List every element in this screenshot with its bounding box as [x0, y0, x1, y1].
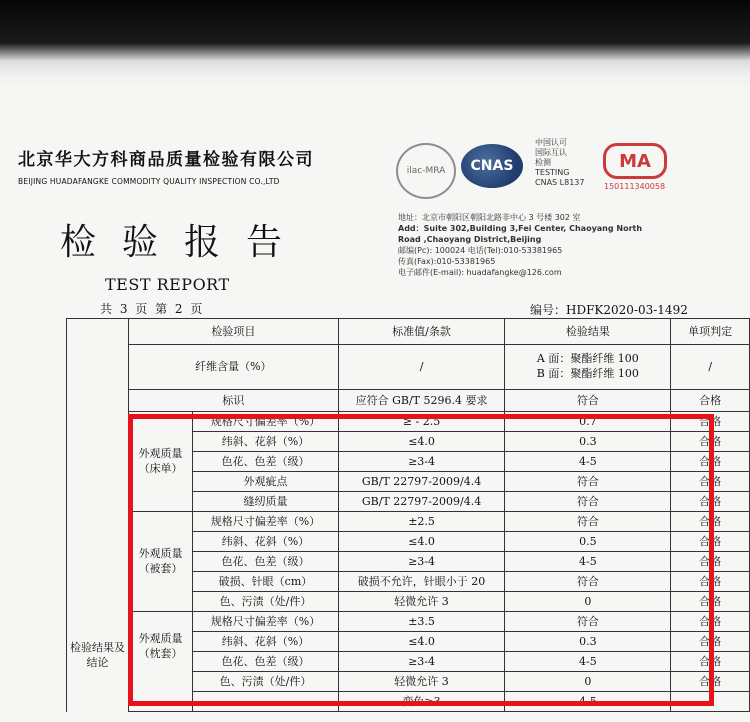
- cnas-line: 中国认可: [535, 138, 567, 147]
- cnas-line: CNAS L8137: [535, 178, 585, 187]
- result-cell: 符合: [505, 572, 671, 592]
- table-header-row: [67, 319, 750, 345]
- cnas-line: 国际互认: [535, 148, 567, 157]
- cnas-logo-icon: CNAS: [461, 144, 523, 188]
- verdict-cell: 合格: [671, 492, 750, 512]
- standard-cell: ≥3-4: [338, 552, 505, 572]
- result-cell: 0.7: [505, 412, 671, 432]
- item-cell: 规格尺寸偏差率（%）: [193, 412, 339, 432]
- result-cell: 4-5: [505, 692, 671, 712]
- report-title-cn: 检验报告: [60, 222, 309, 263]
- item-cell: 纬斜、花斜（%）: [193, 432, 339, 452]
- item-cell: 纬斜、花斜（%）: [193, 532, 339, 552]
- item-cell: 纬斜、花斜（%）: [193, 632, 339, 652]
- verdict-cell: 合格: [671, 652, 750, 672]
- table-row: [67, 612, 750, 632]
- section-label: 检验结果及结论: [69, 640, 125, 670]
- top-blur-overlay: [0, 0, 750, 78]
- table-row: [67, 512, 750, 532]
- label-row-standard: 应符合 GB/T 5296.4 要求: [338, 390, 505, 412]
- result-cell: 0.3: [505, 632, 671, 652]
- section-label-column: [67, 319, 129, 712]
- fiber-standard: /: [338, 345, 505, 390]
- col-header-result: 检验结果: [505, 319, 671, 345]
- cnas-line: 检测: [535, 158, 551, 167]
- col-header-verdict: 单项判定: [671, 319, 750, 345]
- fiber-verdict: /: [671, 345, 750, 390]
- table-row: [67, 345, 750, 390]
- result-cell: 符合: [505, 492, 671, 512]
- item-cell: 规格尺寸偏差率（%）: [193, 612, 339, 632]
- item-cell: 色花、色差（级）: [193, 652, 339, 672]
- result-cell: 0: [505, 672, 671, 692]
- verdict-cell: 合格: [671, 672, 750, 692]
- address-line: 电子邮件(E-mail): huadafangke@126.com: [398, 268, 562, 277]
- fiber-result: [505, 345, 671, 390]
- ilac-mra-logo-icon: ilac-MRA: [396, 143, 456, 199]
- verdict-cell: 合格: [671, 452, 750, 472]
- cma-number: 150111340058: [604, 182, 666, 191]
- result-cell: 4-5: [505, 452, 671, 472]
- address-line: 传真(Fax):010-53381965: [398, 257, 496, 266]
- standard-cell: GB/T 22797-2009/4.4: [338, 472, 505, 492]
- verdict-cell: 合格: [671, 532, 750, 552]
- report-number: 编号：HDFK2020-03-1492: [530, 303, 688, 317]
- standard-cell: ±3.5: [338, 612, 505, 632]
- cnas-line: TESTING: [535, 168, 570, 177]
- label-row-verdict: 合格: [671, 390, 750, 412]
- standard-cell: 破损不允许，针眼小于 20: [338, 572, 505, 592]
- standard-cell: ±2.5: [338, 512, 505, 532]
- standard-cell: ≤4.0: [338, 532, 505, 552]
- verdict-cell: 合格: [671, 472, 750, 492]
- verdict-cell: 合格: [671, 412, 750, 432]
- verdict-cell: 合格: [671, 552, 750, 572]
- item-cell: 色花、色差（级）: [193, 552, 339, 572]
- verdict-cell: 合格: [671, 632, 750, 652]
- standard-cell: ≥ - 2.5: [338, 412, 505, 432]
- label-row-result: 符合: [505, 390, 671, 412]
- item-cell: 规格尺寸偏差率（%）: [193, 512, 339, 532]
- cma-logo-icon: MA: [603, 143, 667, 179]
- verdict-cell: 合格: [671, 572, 750, 592]
- verdict-cell: [671, 692, 750, 712]
- item-cell: 缝纫质量: [193, 492, 339, 512]
- col-header-item: 检验项目: [128, 319, 338, 345]
- item-cell: [193, 692, 339, 712]
- item-cell: 色、污渍（处/件）: [193, 592, 339, 612]
- result-cell: 符合: [505, 472, 671, 492]
- page-count: 共 3 页 第 2 页: [100, 302, 205, 316]
- fiber-result-a: A 面：聚酯纤维 100: [536, 352, 639, 366]
- result-cell: 4-5: [505, 652, 671, 672]
- standard-cell: 轻微允许 3: [338, 592, 505, 612]
- report-title-en: TEST REPORT: [105, 275, 230, 294]
- standard-cell: GB/T 22797-2009/4.4: [338, 492, 505, 512]
- standard-cell: 变色≥3: [338, 692, 505, 712]
- label-row-item: 标识: [128, 390, 338, 412]
- verdict-cell: 合格: [671, 592, 750, 612]
- col-header-standard: 标准值/条款: [338, 319, 505, 345]
- result-cell: 4-5: [505, 552, 671, 572]
- table-row: [67, 412, 750, 432]
- verdict-cell: 合格: [671, 432, 750, 452]
- table-row: [67, 390, 750, 412]
- address-block: [398, 212, 728, 278]
- result-cell: 0.5: [505, 532, 671, 552]
- standard-cell: ≥3-4: [338, 652, 505, 672]
- verdict-cell: 合格: [671, 512, 750, 532]
- address-line: 地址：北京市朝阳区朝阳北路非中心 3 号楼 302 室: [398, 213, 581, 222]
- standard-cell: ≤4.0: [338, 432, 505, 452]
- item-cell: 色花、色差（级）: [193, 452, 339, 472]
- fiber-label: 纤维含量（%）: [128, 345, 338, 390]
- company-name-cn: 北京华大方科商品质量检验有限公司: [18, 150, 314, 170]
- fiber-result-b: B 面：聚酯纤维 100: [536, 367, 639, 380]
- group-name: 外观质量（被套）: [128, 512, 192, 612]
- result-cell: 0.3: [505, 432, 671, 452]
- inspection-table: [66, 318, 750, 712]
- item-cell: 外观疵点: [193, 472, 339, 492]
- cnas-caption: [535, 138, 584, 188]
- item-cell: 破损、针眼（cm）: [193, 572, 339, 592]
- result-cell: 符合: [505, 512, 671, 532]
- item-cell: 色、污渍（处/件）: [193, 672, 339, 692]
- address-line: Add：Suite 302,Building 3,Fei Center, Chaoyang North: [398, 224, 643, 233]
- address-line: 邮编(Pc): 100024 电话(Tel):010-53381965: [398, 246, 563, 255]
- standard-cell: 轻微允许 3: [338, 672, 505, 692]
- group-name: 外观质量（枕套）: [128, 612, 192, 712]
- group-name: 外观质量（床单）: [128, 412, 192, 512]
- result-cell: 符合: [505, 612, 671, 632]
- standard-cell: ≤4.0: [338, 632, 505, 652]
- address-line: Road ,Chaoyang District,Beijing: [398, 235, 542, 244]
- verdict-cell: 合格: [671, 612, 750, 632]
- standard-cell: ≥3-4: [338, 452, 505, 472]
- company-name-en: BEIJING HUADAFANGKE COMMODITY QUALITY INSPECTION CO.,LTD: [18, 177, 280, 186]
- result-cell: 0: [505, 592, 671, 612]
